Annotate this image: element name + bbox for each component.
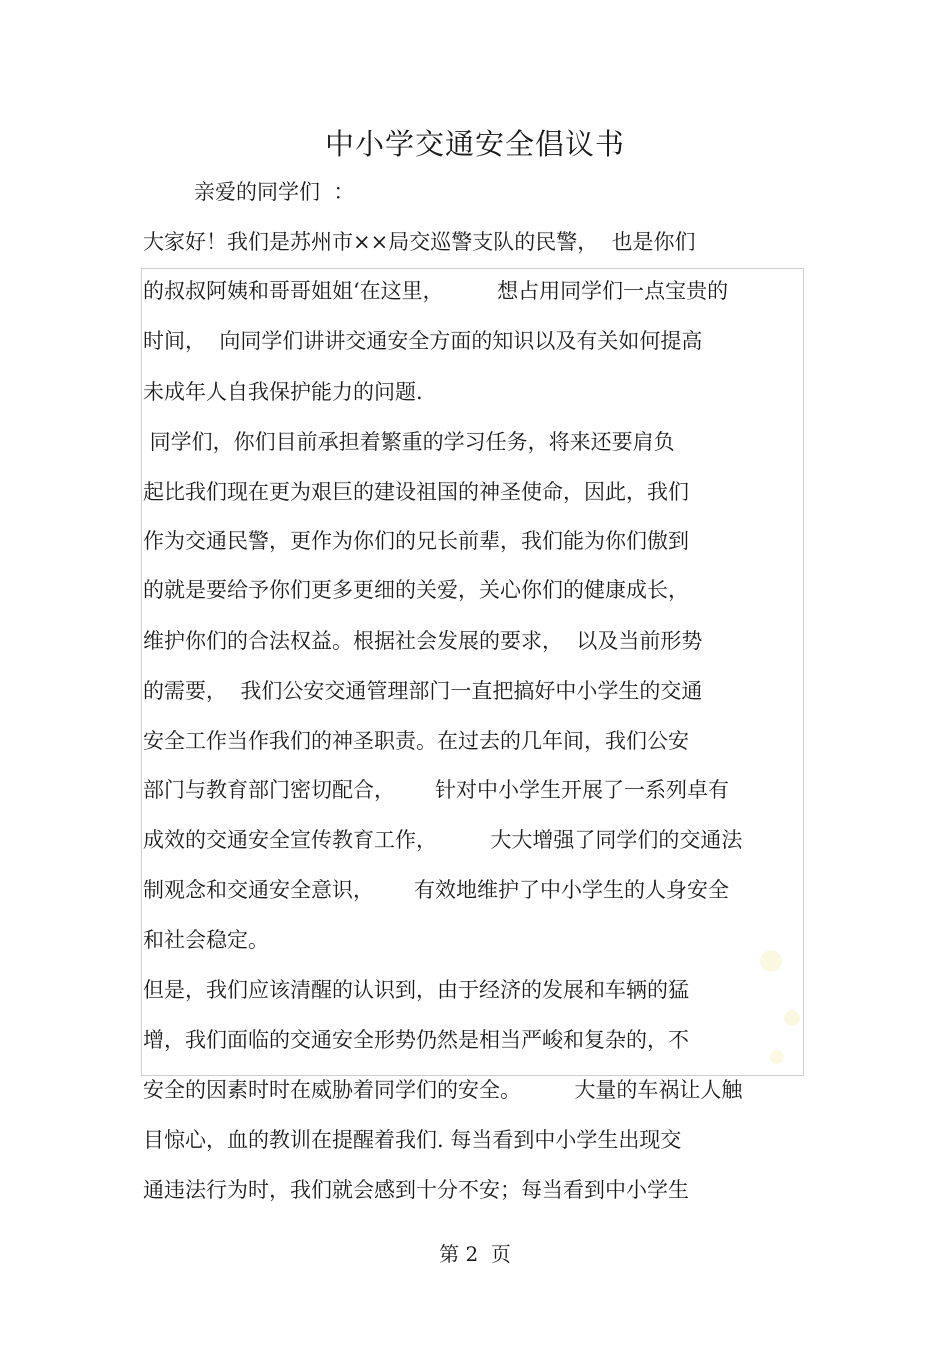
body-line: 大家好！我们是苏州市××局交巡警支队的民警， 也是你们 [143,230,696,254]
document-title: 中小学交通安全倡议书 [324,127,625,161]
body-line: 增，我们面临的交通安全形势仍然是相当严峻和复杂的，不 [143,1028,689,1052]
body-line: 安全的因素时时在威胁着同学们的安全。 大量的车祸让人触 [143,1078,743,1102]
faint-decoration-3 [770,1050,784,1064]
body-line: 同学们，你们目前承担着繁重的学习任务，将来还要肩负 [143,430,675,454]
body-line: 未成年人自我保护能力的问题. [143,380,423,404]
body-line: 起比我们现在更为艰巨的建设祖国的神圣使命，因此，我们 [143,480,689,504]
body-line: 成效的交通安全宣传教育工作， 大大增强了同学们的交通法 [143,828,743,852]
body-line: 通违法行为时，我们就会感到十分不安；每当看到中小学生 [143,1178,689,1202]
body-line: 时间， 向同学们讲讲交通安全方面的知识以及有关如何提高 [143,329,703,353]
body-line: 和社会稳定。 [143,928,269,952]
body-line: 部门与教育部门密切配合， 针对中小学生开展了一系列卓有 [143,778,730,802]
body-line: 的需要， 我们公安交通管理部门一直把搞好中小学生的交通 [143,679,703,703]
faint-decoration-2 [784,1010,800,1026]
body-line: 的就是要给予你们更多更细的关爱，关心你们的健康成长， [143,578,689,602]
salutation: 亲爱的同学们 ： [194,180,355,204]
body-line: 目惊心，血的教训在提醒着我们. 每当看到中小学生出现交 [143,1128,682,1152]
faint-decoration-1 [760,950,782,972]
body-line: 但是，我们应该清醒的认识到，由于经济的发展和车辆的猛 [143,978,689,1002]
body-line: 的叔叔阿姨和哥哥姐姐‘在这里， 想占用同学们一点宝贵的 [143,279,729,303]
page-number: 第 2 页 [439,1242,511,1266]
body-line: 安全工作当作我们的神圣职责。在过去的几年间，我们公安 [143,729,689,753]
body-line: 维护你们的合法权益。根据社会发展的要求， 以及当前形势 [143,629,703,653]
body-line: 制观念和交通安全意识， 有效地维护了中小学生的人身安全 [143,878,730,902]
body-line: 作为交通民警，更作为你们的兄长前辈，我们能为你们傲到 [143,529,689,553]
